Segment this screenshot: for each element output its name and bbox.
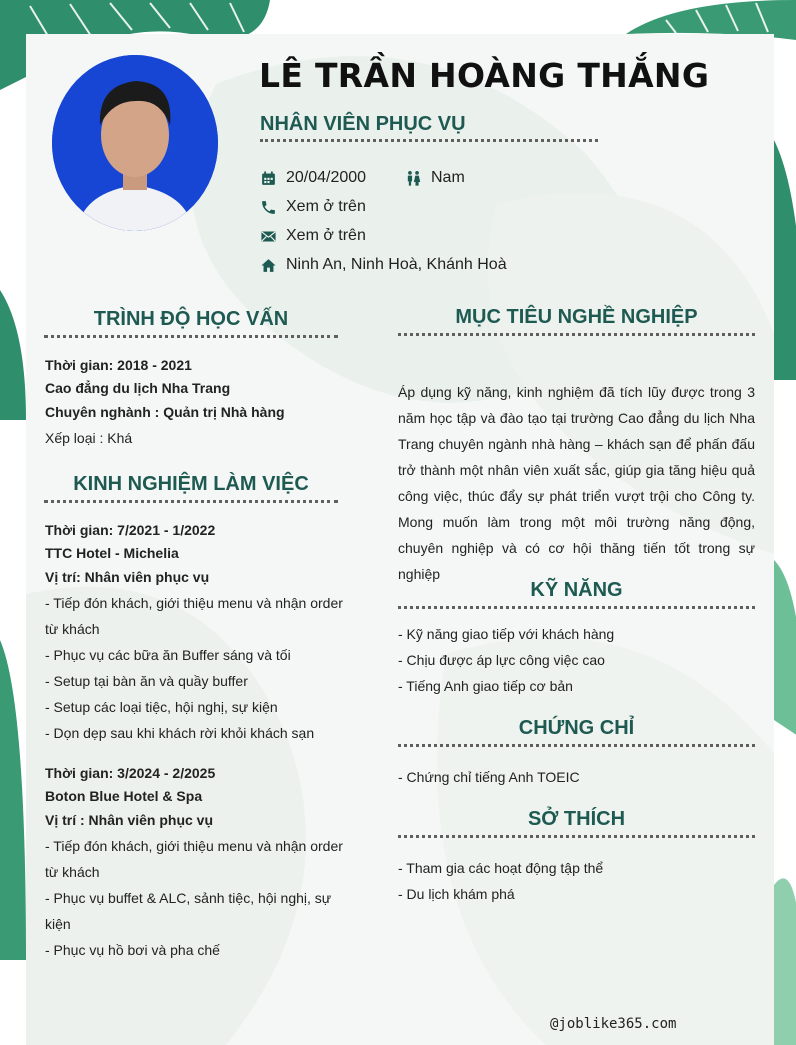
leaf-decoration-bottom-right bbox=[774, 845, 796, 1045]
leaf-decoration-right-mid bbox=[774, 140, 796, 380]
education-block bbox=[45, 354, 345, 451]
education-time: Thời gian: 2018 - 2021 bbox=[45, 357, 192, 373]
hobby-item: - Tham gia các hoạt động tập thể bbox=[398, 860, 604, 876]
resume-sheet bbox=[26, 34, 774, 1045]
gender-value: Nam bbox=[431, 169, 465, 186]
skills-list bbox=[398, 621, 755, 699]
phone-row bbox=[260, 198, 366, 216]
address-value: Ninh An, Ninh Hoà, Khánh Hoà bbox=[286, 256, 507, 273]
email-icon bbox=[260, 228, 277, 245]
hobbies-divider bbox=[398, 835, 755, 838]
gender-icon bbox=[405, 170, 422, 187]
job-time: Thời gian: 7/2021 - 1/2022 bbox=[45, 522, 216, 538]
title-divider bbox=[260, 139, 598, 142]
job-entry bbox=[45, 762, 345, 963]
job-role: Vị trí: Nhân viên phục vụ bbox=[45, 569, 210, 585]
education-grade: Xếp loại : Khá bbox=[45, 430, 133, 446]
job-duty-line: - Dọn dẹp sau khi khách rời khỏi khách sạn bbox=[45, 725, 315, 741]
birthday-row bbox=[260, 169, 366, 187]
education-school: Cao đẳng du lịch Nha Trang bbox=[45, 380, 231, 396]
certificates-divider bbox=[398, 744, 755, 747]
job-company: Boton Blue Hotel & Spa bbox=[45, 788, 203, 804]
job-duty-line: từ khách bbox=[45, 864, 100, 880]
certificates-heading: CHỨNG CHỈ bbox=[518, 717, 635, 739]
objective-heading: MỤC TIÊU NGHỀ NGHIỆP bbox=[455, 306, 698, 328]
skill-item: - Tiếng Anh giao tiếp cơ bản bbox=[398, 678, 573, 694]
birthday-value: 20/04/2000 bbox=[286, 169, 367, 186]
experience-heading: KINH NGHIỆM LÀM VIỆC bbox=[73, 473, 309, 495]
job-duty-line: kiện bbox=[45, 916, 71, 932]
leaf-decoration-left-upper bbox=[0, 290, 26, 420]
job-entry bbox=[45, 519, 345, 746]
certificates-list bbox=[398, 764, 755, 790]
site-watermark: @joblike365.com bbox=[550, 1016, 677, 1032]
leaf-decoration-right-lower bbox=[774, 560, 796, 740]
job-role: Vị trí : Nhân viên phục vụ bbox=[45, 812, 214, 828]
job-duty-line: từ khách bbox=[45, 621, 100, 637]
address-row bbox=[260, 256, 507, 274]
gender-row bbox=[405, 169, 465, 187]
certificate-item: - Chứng chỉ tiếng Anh TOEIC bbox=[398, 769, 580, 785]
person-silhouette bbox=[52, 55, 218, 231]
job-duty-line: - Tiếp đón khách, giới thiệu menu và nhận order bbox=[45, 838, 343, 854]
skill-item: - Kỹ năng giao tiếp với khách hàng bbox=[398, 626, 615, 642]
skills-divider bbox=[398, 606, 755, 609]
education-divider bbox=[44, 335, 338, 338]
job-duty-line: - Phục vụ các bữa ăn Buffer sáng và tối bbox=[45, 647, 291, 663]
phone-value: Xem ở trên bbox=[286, 198, 366, 215]
skill-item: - Chịu được áp lực công việc cao bbox=[398, 652, 605, 668]
hobbies-list bbox=[398, 855, 755, 907]
email-value: Xem ở trên bbox=[286, 227, 366, 244]
leaf-decoration-left-lower bbox=[0, 640, 26, 960]
hobby-item: - Du lịch khám phá bbox=[398, 886, 515, 902]
job-duty-line: - Setup tại bàn ăn và quầy buffer bbox=[45, 673, 248, 689]
job-duty-line: - Phục vụ hồ bơi và pha chế bbox=[45, 942, 220, 958]
objective-divider bbox=[398, 333, 755, 336]
job-title: NHÂN VIÊN PHỤC VỤ bbox=[260, 113, 466, 135]
candidate-name: LÊ TRẦN HOÀNG THẮNG bbox=[259, 56, 710, 95]
email-row bbox=[260, 227, 366, 245]
calendar-icon bbox=[260, 170, 277, 187]
experience-divider bbox=[44, 500, 338, 503]
education-heading: TRÌNH ĐỘ HỌC VẤN bbox=[93, 308, 289, 330]
phone-icon bbox=[260, 199, 277, 216]
job-duty-line: - Phục vụ buffet & ALC, sảnh tiệc, hội nghị, sự bbox=[45, 890, 332, 906]
job-company: TTC Hotel - Michelia bbox=[45, 545, 179, 561]
job-duty-line: - Tiếp đón khách, giới thiệu menu và nhận order bbox=[45, 595, 343, 611]
home-icon bbox=[260, 257, 277, 274]
profile-photo bbox=[52, 55, 218, 231]
job-duty-line: - Setup các loại tiệc, hội nghị, sự kiện bbox=[45, 699, 278, 715]
objective-text: Áp dụng kỹ năng, kinh nghiệm đã tích lũy được trong 3 năm học tập và đào tạo tại trường Cao đẳng du lịch Nha Trang chuyên ngành nhà hàng – khách sạn để phấn đấu trở thành một nhân viên xuất sắc, giúp gia tăng hiệu quả công việc, thúc đẩy sự phát triển vượt trội cho Công ty. Mong muốn làm trong một môi trường năng động, chuyên nghiệp và có cơ hội thăng tiến tốt trong sự nghiệp bbox=[398, 384, 755, 582]
education-major: Chuyên nghành : Quản trị Nhà hàng bbox=[45, 404, 285, 420]
hobbies-heading: SỞ THÍCH bbox=[527, 808, 626, 830]
skills-heading: KỸ NĂNG bbox=[530, 579, 623, 601]
job-time: Thời gian: 3/2024 - 2/2025 bbox=[45, 765, 216, 781]
